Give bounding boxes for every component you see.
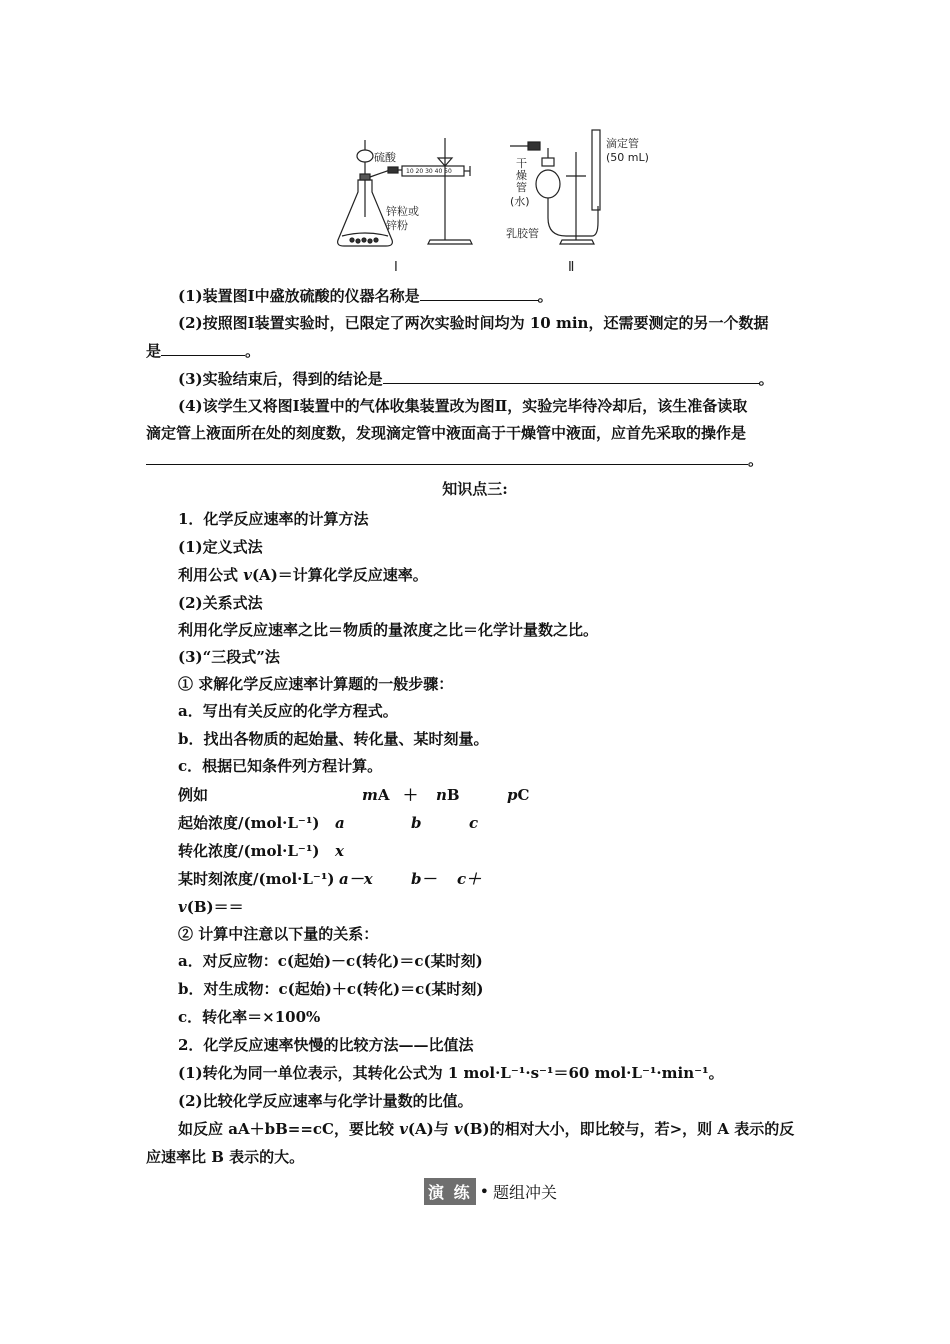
label-burette: 滴定管 [606, 137, 639, 150]
answer-blank-1[interactable] [420, 286, 538, 301]
k1-sub2-text: 利用化学反应速率之比＝物质的量浓度之比＝化学计量数之比。 [178, 621, 599, 639]
k1-step-b: b．找出各物质的起始量、转化量、某时刻量。 [178, 730, 489, 748]
k1-sub1-text-a: 利用公式 [178, 566, 244, 584]
question-1 [178, 286, 553, 305]
note-a: a．对反应物：c(起始)－c(转化)＝c(某时刻) [178, 952, 483, 970]
label-latex-tube: 乳胶管 [506, 227, 539, 240]
example-term-b [436, 786, 460, 804]
row-moment-a: a－x [339, 870, 373, 888]
rate-b-v: v [178, 898, 187, 916]
row-moment-label: 某时刻浓度/(mol·L⁻¹) [178, 870, 335, 888]
question-2-line2 [146, 341, 260, 360]
practice-badge: 演 练 [424, 1178, 476, 1205]
note-title: ② 计算中注意以下量的关系： [178, 925, 379, 943]
k2-title: 2．化学反应速率快慢的比较方法——比值法 [178, 1036, 474, 1054]
row-change-label: 转化浓度/(mol·L⁻¹) [178, 842, 320, 860]
species-a: A [377, 786, 390, 804]
coef-m: m [362, 786, 378, 804]
k1-sub3: (3)“三段式”法 [178, 648, 280, 666]
question-1-end: 。 [537, 287, 553, 305]
apparatus-figure [330, 122, 670, 280]
row-initial-a: a [335, 814, 345, 832]
row-moment-c: c＋ [457, 870, 482, 888]
question-4-line3 [146, 450, 763, 469]
question-2-end: 。 [245, 342, 261, 360]
question-3 [178, 369, 774, 388]
example-plus: ＋ [403, 786, 419, 804]
label-burette-volume: (50 mL) [606, 151, 649, 164]
practice-footer [424, 1178, 557, 1204]
example-term-c [507, 786, 529, 804]
question-4-end: 。 [748, 451, 764, 469]
question-3-text: (3)实验结束后，得到的结论是 [178, 370, 383, 388]
question-2-text: 是 [146, 342, 162, 360]
label-dry-3: 管 [516, 181, 527, 194]
k2-ex-d: (B)的相对大小，即比较与，若>，则 A 表示的反 [462, 1120, 795, 1138]
k1-sub1-v: v [243, 566, 252, 584]
question-2-line1: (2)按照图Ⅰ装置实验时，已限定了两次实验时间均为 10 min，还需要测定的另一个数据 [178, 314, 769, 332]
caption-figure-2: Ⅱ [568, 260, 575, 275]
section-title: 知识点三: [442, 480, 508, 498]
question-4-line1: (4)该学生又将图Ⅰ装置中的气体收集装置改为图Ⅱ，实验完毕待冷却后，该生准备读取 [178, 397, 748, 415]
syringe-scale: 10 20 30 40 50 [406, 168, 452, 175]
k2-ex-c: (A)与 [407, 1120, 454, 1138]
caption-figure-1: Ⅰ [394, 260, 398, 275]
k2-ex-v1: v [399, 1120, 408, 1138]
label-dry-2: 燥 [516, 169, 527, 182]
coef-n: n [436, 786, 447, 804]
answer-blank-4[interactable] [146, 450, 748, 465]
k1-step-a: a．写出有关反应的化学方程式。 [178, 702, 398, 720]
row-initial-b: b [411, 814, 422, 832]
species-b: B [446, 786, 460, 804]
k1-sub1-text [178, 566, 428, 584]
k2-example-line2: 应速率比 B 表示的大。 [146, 1148, 305, 1166]
k1-step-title: ① 求解化学反应速率计算题的一般步骤： [178, 675, 454, 693]
k1-sub2: (2)关系式法 [178, 594, 263, 612]
note-b: b．对生成物：c(起始)＋c(转化)＝c(某时刻) [178, 980, 484, 998]
rate-b-text: (B)＝＝ [186, 898, 244, 916]
species-c: C [517, 786, 530, 804]
example-label: 例如 [178, 786, 209, 804]
coef-p: p [507, 786, 518, 804]
footer-text: 题组冲关 [493, 1182, 558, 1202]
label-dry-water: (水) [510, 195, 530, 208]
answer-blank-3[interactable] [383, 369, 759, 384]
question-3-end: 。 [758, 370, 774, 388]
row-initial-c: c [469, 814, 479, 832]
k2-example-line1 [178, 1120, 794, 1138]
example-term-a [362, 786, 390, 804]
row-moment-b: b－ [411, 870, 437, 888]
k2-sub2: (2)比较化学反应速率与化学计量数的比值。 [178, 1092, 473, 1110]
k1-sub1-text-b: (A)＝计算化学反应速率。 [251, 566, 428, 584]
note-c: c．转化率＝×100% [178, 1008, 321, 1026]
question-1-text: (1)装置图Ⅰ中盛放硫酸的仪器名称是 [178, 287, 420, 305]
answer-blank-2[interactable] [161, 341, 245, 356]
label-dry-1: 干 [516, 157, 527, 170]
footer-dot: • [479, 1181, 490, 1201]
k2-sub1: (1)转化为同一单位表示，其转化公式为 1 mol·L⁻¹·s⁻¹＝60 mol·L⁻¹·min⁻¹。 [178, 1064, 724, 1082]
label-zinc-line2: 锌粉 [386, 219, 408, 232]
row-initial-label: 起始浓度/(mol·L⁻¹) [178, 814, 320, 832]
k1-sub1: (1)定义式法 [178, 538, 263, 556]
label-acid: 硫酸 [374, 151, 396, 164]
k2-ex-a: 如反应 [178, 1120, 229, 1138]
rate-b-formula [178, 898, 244, 916]
k2-ex-b: aA＋bB==cC，要比较 [228, 1120, 400, 1138]
k1-step-c: c．根据已知条件列方程计算。 [178, 757, 383, 775]
label-zinc-line1: 锌粒或 [386, 205, 419, 218]
k1-title: 1．化学反应速率的计算方法 [178, 510, 369, 528]
question-4-line2: 滴定管上液面所在处的刻度数，发现滴定管中液面高于干燥管中液面，应首先采取的操作是 [146, 424, 747, 442]
k2-ex-v2: v [453, 1120, 463, 1138]
row-change-x: x [335, 842, 344, 860]
